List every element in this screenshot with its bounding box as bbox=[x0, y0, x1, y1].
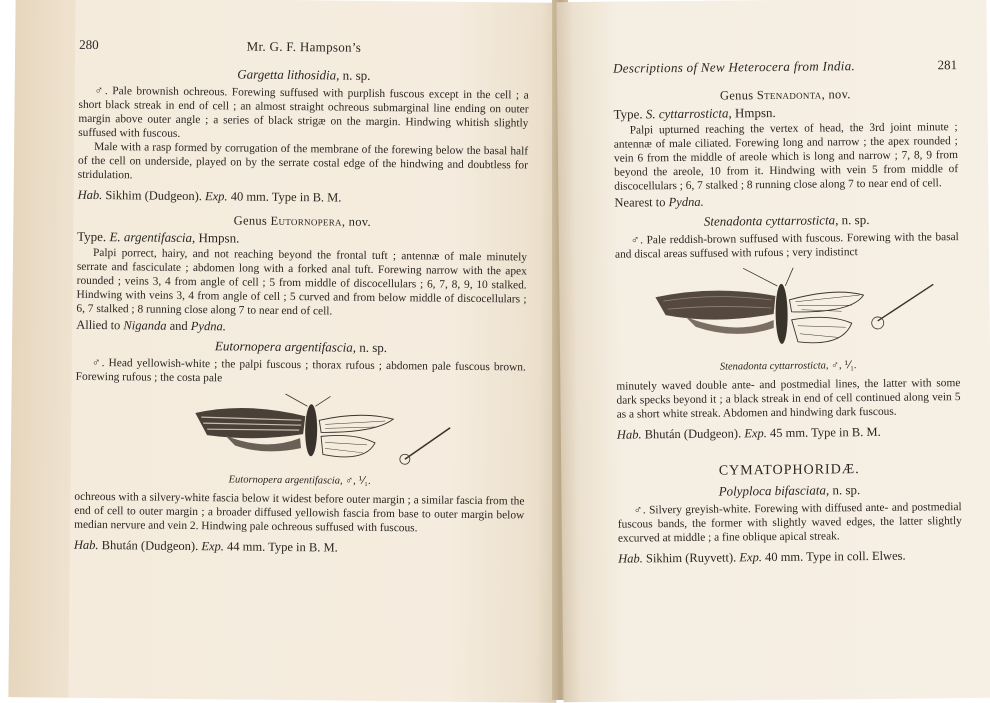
figure-caption bbox=[616, 358, 960, 376]
species-heading bbox=[79, 66, 529, 85]
exp-label: Exp. bbox=[201, 539, 224, 554]
genus-name: Stenadonta bbox=[756, 87, 822, 103]
right-page bbox=[556, 0, 990, 702]
hab-text: Sikhim (Ruyvett). bbox=[645, 550, 737, 566]
hab-text: Bhután (Dudgeon). bbox=[101, 538, 199, 554]
forewing-shape bbox=[655, 290, 775, 320]
type-line bbox=[613, 104, 957, 122]
habitat-line bbox=[78, 188, 528, 207]
genus-description: Palpi upturned reaching the vertex of head, the 3rd joint minute ; antennæ of male ciliated. Forewing long and narrow ; the apex rounded ; vein 6 from the middle of areole which is long and narrow ; 7, 8, 9 from beyond the areole, 10 from it. Hindwing with vein 5 from middle of discocellulars ; 6, 7 stalked ; 8 running close along 7 to near end of cell. bbox=[613, 121, 959, 193]
genus-prefix: Genus bbox=[719, 88, 754, 103]
habitat-line bbox=[617, 424, 961, 442]
species-name: Gargetta lithosidia bbox=[237, 66, 337, 83]
moth-illustration bbox=[615, 264, 956, 360]
species-description: ♂. Pale reddish-brown suffused with fuscous. Forewing with the basal and discal areas suffused with rufous ; very indistinct bbox=[614, 231, 959, 261]
caption-text: Stenadonta cyttarrosticta, bbox=[719, 360, 829, 373]
genus-heading bbox=[77, 212, 527, 231]
type-species: S. cyttarrosticta bbox=[645, 105, 729, 122]
species-suffix: , n. sp. bbox=[835, 212, 870, 228]
species-heading bbox=[617, 482, 961, 500]
type-author: , Hmpsn. bbox=[728, 104, 776, 121]
species-name: Eutornopera argentifascia bbox=[214, 338, 353, 355]
exp-label: Exp. bbox=[204, 189, 228, 204]
left-page bbox=[8, 0, 563, 703]
family-heading: CYMATOPHORIDÆ. bbox=[718, 462, 860, 479]
species-description: ♂. Silvery greyish-white. Forewing with diffused ante- and postmedial fuscous bands, the former with slightly waved edges, the latter slightly excurved at middle ; a fine oblique apical streak. bbox=[617, 501, 962, 545]
exp-text: 40 mm. Type in B. M. bbox=[230, 189, 342, 205]
species-heading bbox=[615, 212, 959, 230]
caption-text: Eutornopera argentifascia, bbox=[228, 474, 343, 487]
right-running-head bbox=[613, 58, 957, 76]
allied-genus-b: Pydna. bbox=[190, 319, 226, 334]
figure-caption bbox=[75, 472, 525, 491]
left-running-head bbox=[79, 38, 529, 57]
genus-heading bbox=[613, 86, 957, 104]
allied-line bbox=[76, 318, 526, 337]
page-number: 280 bbox=[79, 36, 99, 53]
caption-scale: ♂, ⅟₁. bbox=[345, 475, 371, 487]
genus-suffix: , nov. bbox=[821, 87, 851, 102]
genus-prefix: Genus bbox=[233, 213, 268, 228]
species-description: ♂. Pale brownish ochreous. Forewing suffused with purplish fuscous except in the cell ; a short black streak in end of cell ; an almost straight ochreous submarginal line ending on outer margin above outer angle ; a series of black strigæ on the margin. Hindwing whitish slightly suffused with fuscous. bbox=[78, 84, 529, 140]
habitat-line bbox=[618, 548, 962, 566]
exp-label: Exp. bbox=[744, 426, 767, 441]
hab-label: Hab. bbox=[73, 537, 99, 553]
species-description: Male with a rasp formed by corrugation of the membrane of the forewing below the basal half of the cell on underside, played on by the serrate costal edge of the hindwing and doubtless for stridulation. bbox=[77, 140, 529, 182]
type-label: Type. bbox=[77, 228, 107, 245]
hab-text: Bhután (Dudgeon). bbox=[644, 426, 742, 442]
species-suffix: , n. sp. bbox=[352, 339, 388, 356]
species-suffix: , n. sp. bbox=[825, 482, 861, 498]
species-name: Stenadonta cyttarrosticta bbox=[703, 212, 836, 229]
allied-prefix: Allied to bbox=[76, 317, 121, 333]
moth-figure-stenadonta bbox=[615, 264, 960, 376]
moth-illustration bbox=[75, 390, 516, 475]
allied-genus-a: Niganda bbox=[123, 318, 167, 333]
moth-figure-eutornopera bbox=[75, 390, 526, 491]
nearest-prefix: Nearest to bbox=[614, 195, 666, 210]
left-page-content bbox=[74, 38, 529, 557]
habitat-line bbox=[74, 538, 524, 557]
running-title: Mr. G. F. Hampson’s bbox=[246, 38, 362, 55]
running-title: Descriptions of New Heterocera from India. bbox=[612, 58, 856, 76]
genus-name: Eutornopera bbox=[270, 213, 342, 229]
hab-text: Sikhim (Dudgeon). bbox=[105, 188, 202, 204]
genus-suffix: , nov. bbox=[341, 214, 372, 229]
species-description: minutely waved double ante- and postmedial lines, the latter with some dark specks beyond it ; a black streak in end of cell continued along vein 5 as a short white streak. Abdomen and hindwing dark fuscous. bbox=[616, 377, 961, 421]
right-page-content bbox=[613, 58, 962, 566]
species-heading bbox=[76, 338, 526, 357]
page-number: 281 bbox=[937, 57, 958, 73]
type-label: Type. bbox=[613, 106, 643, 122]
species-description: ♂. Head yellowish-white ; the palpi fuscous ; thorax rufous ; abdomen pale fuscous brown. Forewing rufous ; the costa pale bbox=[75, 356, 526, 385]
type-author: , Hmpsn. bbox=[191, 230, 240, 246]
species-name: Polyploca bifasciata bbox=[718, 482, 827, 499]
species-suffix: , n. sp. bbox=[336, 67, 371, 83]
caption-scale: ♂, ⅟₁. bbox=[831, 360, 857, 372]
genus-description: Palpi porrect, hairy, and not reaching beyond the frontal tuft ; antennæ of male minutely serrate and fasciculate ; abdomen long with a forked anal tuft. Forewing narrow with the apex rounded ; veins 3, 4 from angle of cell ; 5 from middle of discocellulars ; 6, 7, 8, 9, 10 stalked. Hindwing with veins 3, 4 from angle of cell ; 5 curved and from below middle of discocellulars ; 6, 7 stalked ; 8 running close along 7 to near end of cell. bbox=[76, 246, 528, 318]
exp-text: 44 mm. Type in B. M. bbox=[226, 539, 338, 555]
species-description: ochreous with a silvery-white fascia below it widest before outer margin ; a similar fascia from the end of cell to outer margin ; a broader diffused yellowish fascia from base to outer margin below median nervure and vein 2. Hindwing pale ochreous suffused with fuscous. bbox=[74, 490, 525, 535]
exp-label: Exp. bbox=[739, 550, 762, 565]
type-species: E. argentifascia bbox=[109, 229, 193, 246]
hab-label: Hab. bbox=[616, 427, 642, 442]
allied-and: and bbox=[169, 318, 188, 333]
nearest-genus: Pydna. bbox=[668, 194, 704, 210]
hab-label: Hab. bbox=[618, 551, 643, 566]
hab-label: Hab. bbox=[77, 187, 103, 203]
nearest-line bbox=[614, 192, 958, 210]
exp-text: 45 mm. Type in B. M. bbox=[769, 424, 881, 441]
exp-text: 40 mm. Type in coll. Elwes. bbox=[764, 548, 906, 565]
